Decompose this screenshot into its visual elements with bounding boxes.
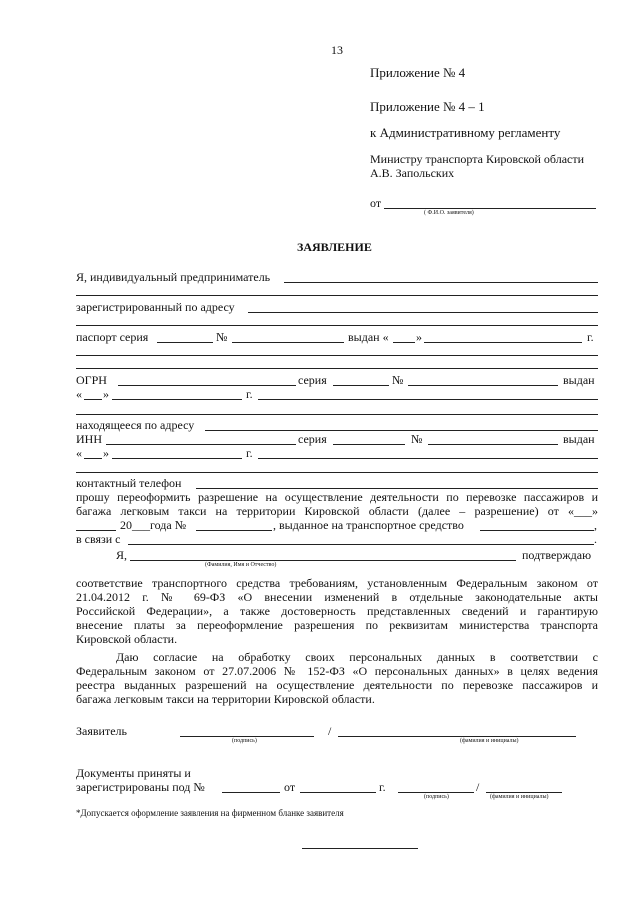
reason-label: в связи с — [76, 532, 121, 546]
inn-issuer-line[interactable] — [258, 458, 598, 459]
inn-quote-close: » — [103, 446, 109, 460]
applicant-slash: / — [328, 724, 332, 738]
entrepreneur-label: Я, индивидуальный предприниматель — [76, 270, 271, 284]
registered-address-line[interactable] — [248, 312, 598, 313]
receiver-slash: / — [476, 780, 480, 794]
passport-number-sign: № — [216, 330, 228, 344]
body-p1-line-2: 21.04.2012 г. № 69-ФЗ «О внесении изменений в отдельные законодательные акты — [76, 590, 598, 604]
applicant-signature-caption: (подпись) — [232, 738, 257, 744]
ogrn-label: ОГРН — [76, 373, 107, 387]
ogrn-quote-open: « — [76, 387, 82, 401]
ogrn-issuer-line[interactable] — [258, 399, 598, 400]
vehicle-line[interactable] — [480, 530, 594, 531]
passport-issued-quote: » — [416, 330, 422, 344]
ogrn-date-line[interactable] — [112, 399, 242, 400]
inn-date-line[interactable] — [112, 458, 242, 459]
inn-series-line[interactable] — [333, 444, 405, 445]
addressee-name: А.В. Запольских — [370, 166, 455, 180]
from-label: от — [370, 196, 382, 210]
inn-year-suffix: г. — [246, 446, 253, 460]
body-p1-line-4: внесение платы за переоформление разрешения по реквизитам министерства транспорта — [76, 618, 598, 632]
body-p2-line-1: Даю согласие на обработку своих персональных данных в соответствии с — [116, 650, 598, 664]
registered-address-extra-line[interactable] — [76, 325, 598, 326]
permit-day-line[interactable] — [76, 530, 116, 531]
passport-number-line[interactable] — [232, 342, 344, 343]
page-number: 13 — [331, 43, 343, 57]
bottom-divider — [302, 848, 418, 849]
registration-date-line[interactable] — [300, 792, 376, 793]
ogrn-number-sign: № — [392, 373, 404, 387]
passport-issuer-line-2[interactable] — [76, 368, 598, 369]
registration-number-line[interactable] — [222, 792, 280, 793]
confirm-word: подтверждаю — [522, 548, 592, 562]
receiver-signature-caption: (подпись) — [424, 794, 449, 800]
reason-line[interactable] — [128, 544, 594, 545]
body-p1-line-5: Кировской области. — [76, 632, 178, 646]
appendix-label-2: Приложение № 4 – 1 — [370, 99, 485, 114]
footnote: *Допускается оформление заявления на фирменном бланке заявителя — [76, 808, 344, 818]
request-line-1: прошу переоформить разрешение на осуществление деятельности по перевозке пассажиров и — [76, 490, 598, 504]
vehicle-issued-label: , выданное на транспортное средство — [273, 518, 464, 532]
phone-label: контактный телефон — [76, 476, 182, 490]
ogrn-number-line[interactable] — [408, 385, 558, 386]
passport-issuer-line[interactable] — [76, 355, 598, 356]
ogrn-issued-label: выдан — [563, 373, 595, 387]
passport-year-suffix: г. — [587, 330, 594, 344]
inn-number-sign: № — [411, 432, 423, 446]
ogrn-issuer-line-2[interactable] — [76, 414, 598, 415]
inn-label: ИНН — [76, 432, 102, 446]
inn-issued-label: выдан — [563, 432, 595, 446]
passport-day-line[interactable] — [393, 342, 415, 343]
registration-from-label: от — [284, 780, 296, 794]
documents-accepted-line-1: Документы приняты и — [76, 766, 191, 780]
body-p2-line-4: багажа легковым такси на территории Кировской области. — [76, 692, 375, 706]
ogrn-year-suffix: г. — [246, 387, 253, 401]
confirm-i: Я, — [116, 548, 128, 562]
registration-year-suffix: г. — [379, 780, 386, 794]
inn-series-label: серия — [298, 432, 327, 446]
located-address-label: находящееся по адресу — [76, 418, 195, 432]
ogrn-line[interactable] — [118, 385, 296, 386]
applicant-name-line[interactable] — [384, 208, 596, 209]
applicant-signature-line[interactable] — [180, 736, 314, 737]
receiver-name-line[interactable] — [486, 792, 562, 793]
inn-issuer-line-2[interactable] — [76, 472, 598, 473]
passport-label: паспорт серия — [76, 330, 149, 344]
inn-day-line[interactable] — [84, 458, 102, 459]
regulation-reference: к Административному регламенту — [370, 125, 561, 140]
receiver-name-caption: (фамилия и инициалы) — [490, 794, 549, 800]
body-p1-line-3: Российской Федерации», а также достоверность представленных сведений и гарантирую — [76, 604, 598, 618]
applicant-label: Заявитель — [76, 724, 127, 738]
passport-date-line[interactable] — [424, 342, 582, 343]
confirm-name-line[interactable] — [130, 560, 516, 561]
receiver-signature-line[interactable] — [398, 792, 474, 793]
from-caption: ( Ф.И.О. заявителя) — [424, 210, 474, 216]
permit-year-label: 20___года № — [120, 518, 187, 532]
inn-quote-open: « — [76, 446, 82, 460]
permit-number-line[interactable] — [196, 530, 272, 531]
applicant-name-caption: (фамилия и инициалы) — [460, 738, 519, 744]
reason-line-dot: . — [594, 532, 597, 546]
inn-number-line[interactable] — [428, 444, 558, 445]
request-line-2: багажа легковым такси на территории Кировской области (далее – разрешение) от «___» — [76, 504, 598, 518]
passport-issued-label: выдан « — [348, 330, 389, 344]
ogrn-series-label: серия — [298, 373, 327, 387]
documents-accepted-line-2: зарегистрированы под № — [76, 780, 205, 794]
ogrn-quote-close: » — [103, 387, 109, 401]
located-address-line[interactable] — [205, 430, 598, 431]
entrepreneur-extra-line[interactable] — [76, 295, 598, 296]
body-p2-line-2: Федеральным законом от 27.07.2006 № 152-ФЗ «О персональных данных» в целях ведения — [76, 664, 598, 678]
entrepreneur-name-line[interactable] — [284, 282, 598, 283]
registered-address-label: зарегистрированный по адресу — [76, 300, 235, 314]
addressee-position: Министру транспорта Кировской области — [370, 152, 585, 166]
ogrn-series-line[interactable] — [333, 385, 389, 386]
ogrn-day-line[interactable] — [84, 399, 102, 400]
appendix-label-1: Приложение № 4 — [370, 65, 466, 80]
inn-line[interactable] — [106, 444, 296, 445]
body-p2-line-3: реестра выданных разрешений на осуществление деятельности по перевозке пассажиров и — [76, 678, 598, 692]
phone-line[interactable] — [196, 488, 598, 489]
body-p1-line-1: соответствие транспортного средства требованиям, установленным Федеральным законом от — [76, 576, 598, 590]
applicant-name-line[interactable] — [338, 736, 576, 737]
confirm-caption: (Фамилия, Имя и Отчество) — [205, 562, 277, 568]
vehicle-line-comma: , — [594, 518, 597, 532]
passport-series-line[interactable] — [157, 342, 213, 343]
document-title: ЗАЯВЛЕНИЕ — [297, 240, 372, 254]
